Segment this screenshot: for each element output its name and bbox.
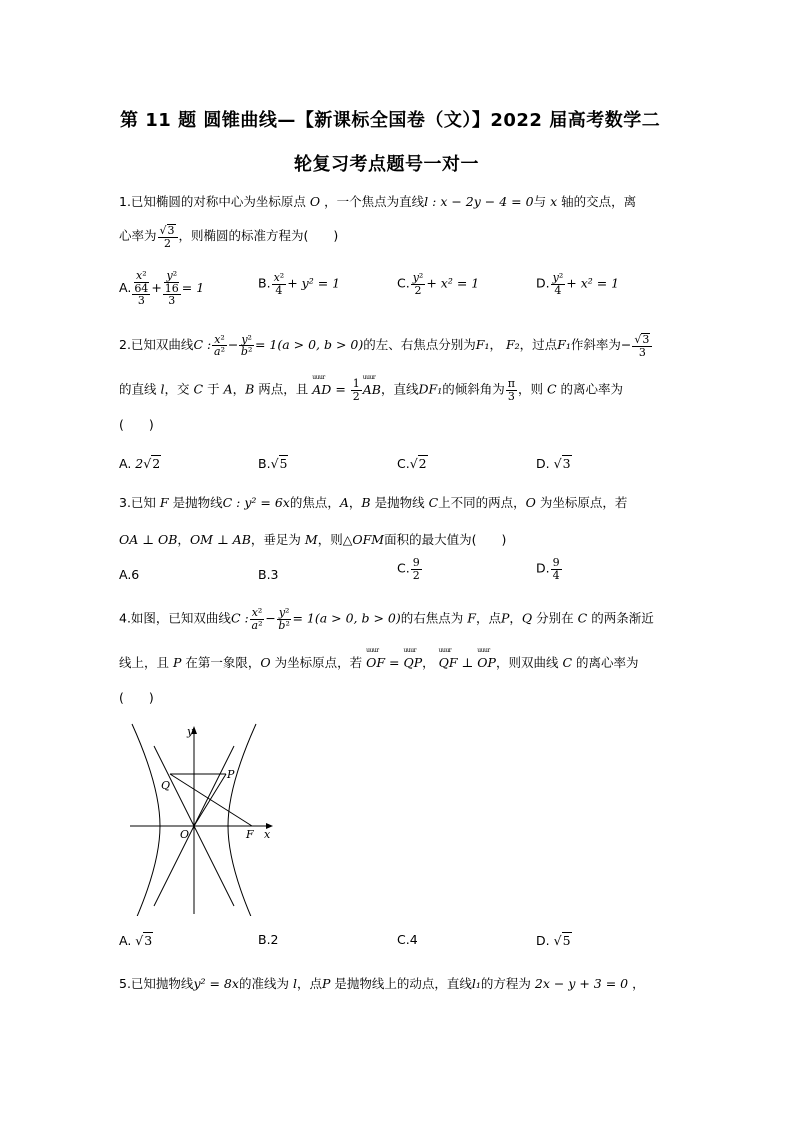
q1-line-1: 1.已知椭圆的对称中心为坐标原点 O ，一个焦点为直线l : x − 2y − 4 = 0与 x 轴的交点，离 — [119, 194, 637, 209]
q2-line-2: 的直线 l，交 C 于 A，B 两点，且 uuur AD = $\frac{1}{2}$ uuur AB，直线DF₁的倾斜角为 $\frac{\pi}{3}$ ，则 C 的离心率为 — [119, 378, 623, 402]
q4-option-a[interactable]: A. √3 — [119, 933, 153, 948]
q3-line-1: 3.已知 F 是抛物线C : y² = 6x的焦点，A，B 是抛物线 C上不同的两点，O 为坐标原点，若 — [119, 495, 628, 510]
q2-paren: ( ) — [119, 417, 154, 432]
q2-option-b[interactable]: B.√5 — [258, 456, 288, 471]
q4-line-2: 线上，且 P 在第一象限，O 为坐标原点，若 uuur OF = uuur QP， uuur QF ⊥ uuur OP，则双曲线 C 的离心率为 — [119, 653, 639, 671]
q4-paren: ( ) — [119, 690, 154, 705]
q1-option-d[interactable]: D. $\frac{\text{y²}}{4}$ + x² = 1 — [536, 271, 620, 297]
label-O: O — [180, 828, 190, 841]
segment-QF — [170, 774, 252, 826]
q2-line-1: 2.已知双曲线C : $\frac{\text{x²}}{\text{a²}}$ − $\frac{\text{y²}}{\text{b²}}$ = 1(a > 0, b > 0)的左、右焦点分别为F₁， F₂，过点F₁作斜率为− $\frac{√3}{3}$ — [119, 333, 653, 358]
label-F: F — [246, 828, 254, 841]
segment-OP — [194, 774, 226, 826]
q4-option-d[interactable]: D. √5 — [536, 933, 571, 948]
q1-line-2: 心率为 $\frac{√3}{2}$ ，则椭圆的标准方程为( ) — [119, 224, 339, 250]
q3-option-a[interactable]: A.6 — [119, 567, 140, 582]
title-line-1: 第 11 题 圆锥曲线—【新课标全国卷（文）】2022 届高考数学二 — [120, 110, 661, 131]
label-Q: Q — [161, 779, 171, 792]
q3-line-2: OA ⊥ OB，OM ⊥ AB，垂足为 M，则△OFM面积的最大值为( ) — [119, 532, 507, 547]
q4-hyperbola-figure — [118, 716, 288, 916]
q3-option-c[interactable]: C. $\frac{9}{2}$ — [397, 556, 420, 582]
q1-option-a[interactable]: A. $\frac{\text{x²}}{\frac{64}{3}}$ + $\frac{\text{y²}}{\frac{16}{3}}$ = 1 — [119, 269, 205, 308]
q4-option-b[interactable]: B.2 — [258, 932, 279, 947]
q1-option-b[interactable]: B. $\frac{\text{x²}}{4}$ + y² = 1 — [258, 271, 341, 297]
q4-line-1: 4.如图，已知双曲线C : $\frac{\text{x²}}{\text{a²}}$ − $\frac{\text{y²}}{\text{b²}}$ = 1(a > 0, b > 0)的右焦点为 F，点P，Q 分别在 C 的两条渐近 — [119, 606, 654, 632]
q3-option-d[interactable]: D. $\frac{9}{4}$ — [536, 556, 560, 582]
label-x: x — [264, 828, 271, 841]
label-y: y — [187, 725, 194, 738]
q5-line-1: 5.已知抛物线y² = 8x的准线为 l，点P 是抛物线上的动点，直线l₁的方程为 2x − y + 3 = 0 ， — [119, 976, 645, 991]
label-P: P — [227, 768, 235, 781]
title-line-2: 轮复习考点题号一对一 — [294, 154, 479, 175]
q3-option-b[interactable]: B.3 — [258, 567, 279, 582]
q2-option-d[interactable]: D. √3 — [536, 456, 571, 471]
q1-option-c[interactable]: C. $\frac{\text{y²}}{2}$ + x² = 1 — [397, 271, 480, 297]
q2-option-a[interactable]: A. 2√2 — [119, 456, 161, 471]
hyperbola-left-branch — [132, 724, 160, 916]
q4-option-c[interactable]: C.4 — [397, 932, 418, 947]
q2-option-c[interactable]: C.√2 — [397, 456, 427, 471]
